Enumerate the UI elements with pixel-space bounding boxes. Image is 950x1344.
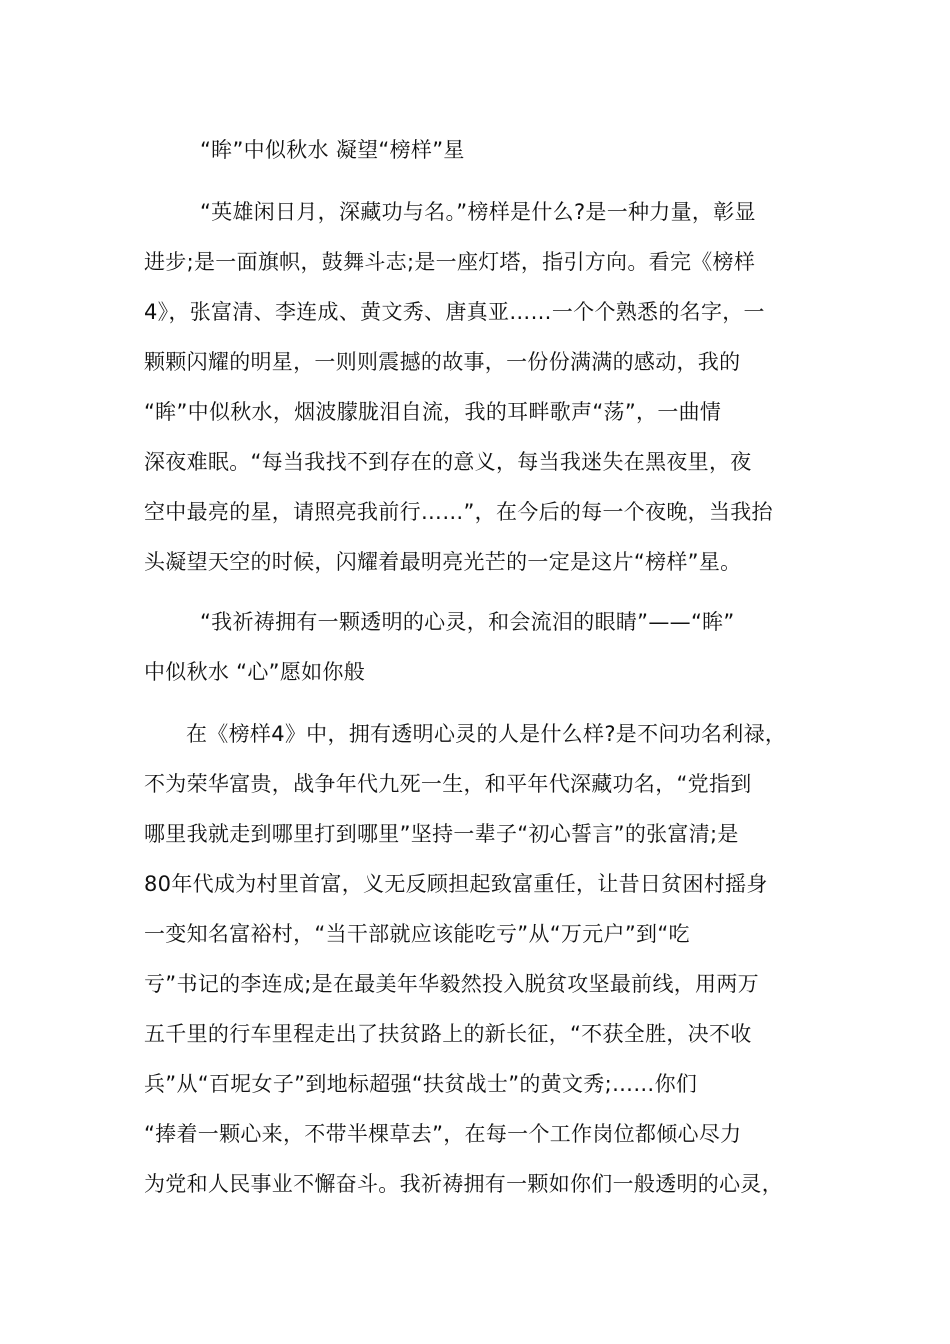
paragraph-line: 五千里的行车里程走出了扶贫路上的新长征，“不获全胜，决不收 (144, 1022, 752, 1046)
paragraph-line: 亏”书记的李连成;是在最美年华毅然投入脱贫攻坚最前线，用两万 (144, 972, 759, 996)
paragraph-line: 4》，张富清、李连成、黄文秀、唐真亚……一个个熟悉的名字，一 (144, 300, 765, 324)
paragraph-line: “捧着一颗心来，不带半棵草去”，在每一个工作岗位都倾心尽力 (144, 1122, 742, 1146)
paragraph-line: 深夜难眠。“每当我找不到存在的意义，每当我迷失在黑夜里，夜 (144, 450, 752, 474)
paragraph-line: 为党和人民事业不懈奋斗。我祈祷拥有一颗如你们一般透明的心灵， (144, 1172, 783, 1196)
subheading-line: 中似秋水 “心”愿如你般 (144, 660, 366, 684)
paragraph-line: 空中最亮的星，请照亮我前行……”，在今后的每一个夜晚，当我抬 (144, 500, 773, 524)
heading-block (144, 125, 808, 175)
subheading-block (144, 597, 808, 697)
paragraph-line: 不为荣华富贵，战争年代九死一生，和平年代深藏功名，“党指到 (144, 772, 752, 796)
subheading-line: “我祈祷拥有一颗透明的心灵，和会流泪的眼睛”——“眸” (200, 610, 735, 634)
paragraph-line: 兵”从“百坭女子”到地标超强“扶贫战士”的黄文秀;……你们 (144, 1072, 698, 1096)
paragraph-2 (144, 709, 808, 1209)
paragraph-line: 头凝望天空的时候，闪耀着最明亮光芒的一定是这片“榜样”星。 (144, 550, 742, 574)
paragraph-line: “眸”中似秋水，烟波朦胧泪自流，我的耳畔歌声“荡”，一曲情 (144, 400, 722, 424)
paragraph-line: 哪里我就走到哪里打到哪里”坚持一辈子“初心誓言”的张富清;是 (144, 822, 739, 846)
paragraph-line: 在《榜样4》中，拥有透明心灵的人是什么样?是不问功名利禄， (186, 722, 787, 746)
paragraph-line: 颗颗闪耀的明星，一则则震撼的故事，一份份满满的感动，我的 (144, 350, 741, 374)
paragraph-line: 80年代成为村里首富，义无反顾担起致富重任，让昔日贫困村摇身 (144, 872, 768, 896)
document-heading: “眸”中似秋水 凝望“榜样”星 (200, 138, 465, 162)
paragraph-line: 一变知名富裕村，“当干部就应该能吃亏”从“万元户”到“吃 (144, 922, 690, 946)
paragraph-line: 进步;是一面旗帜，鼓舞斗志;是一座灯塔，指引方向。看完《榜样 (144, 250, 756, 274)
paragraph-1 (144, 187, 808, 587)
paragraph-line: “英雄闲日月，深藏功与名。”榜样是什么?是一种力量，彰显 (200, 200, 756, 224)
